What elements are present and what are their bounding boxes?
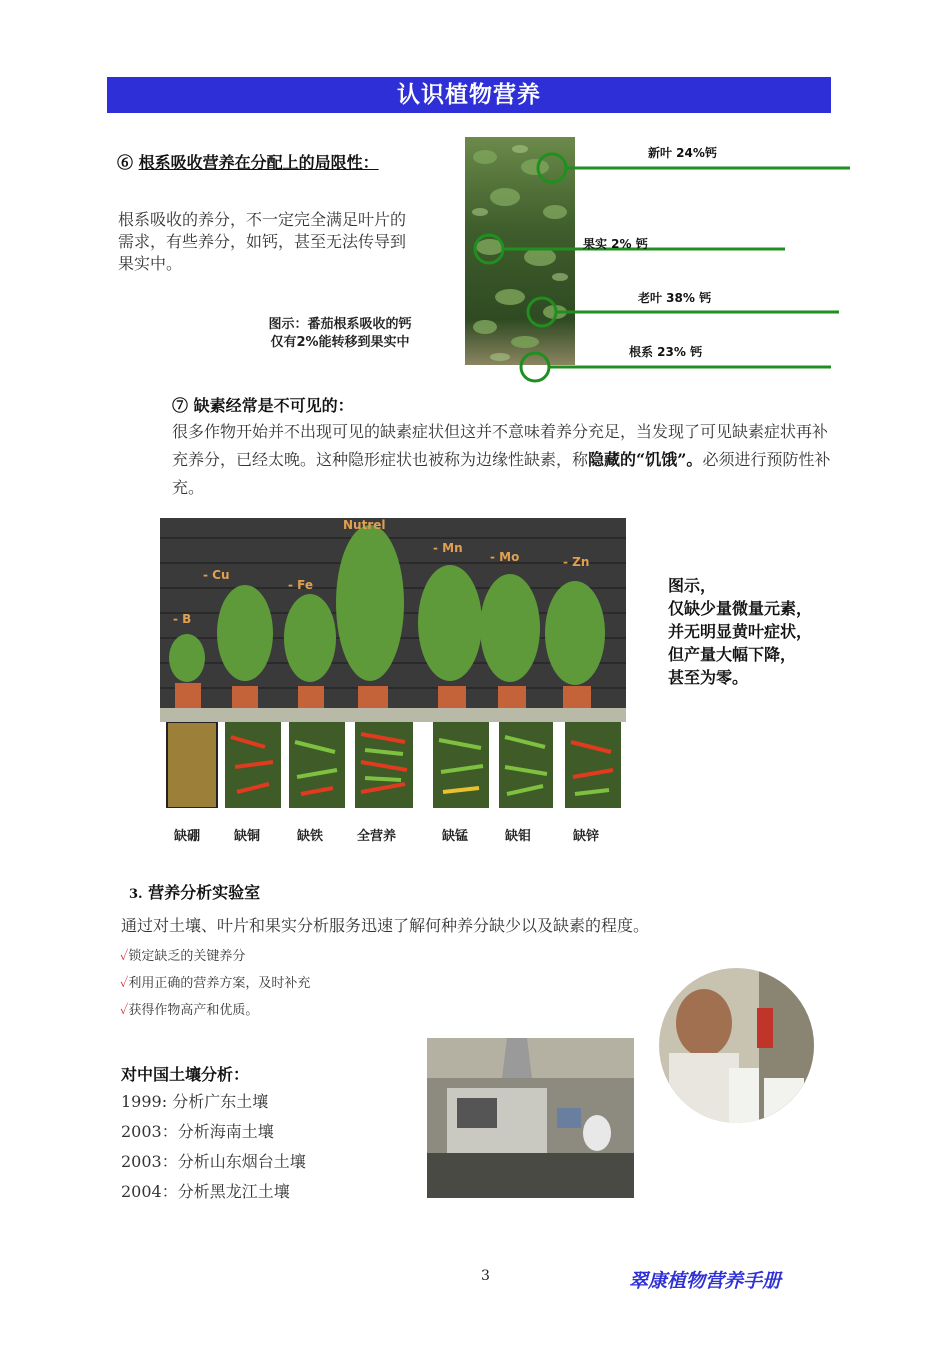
section7-heading [172, 393, 354, 416]
tray-molybdenum [499, 722, 553, 808]
tray-copper [225, 722, 281, 808]
section7-paragraph [172, 418, 832, 502]
analysis-year-item: 2004：分析黑龙江土壤 [121, 1182, 290, 1201]
callout-circle-root [521, 353, 549, 381]
tray-boron [167, 722, 217, 808]
check-item: ✓锁定缺乏的关键养分 [120, 949, 246, 964]
tray-full-nutrition [355, 722, 413, 808]
section6-caption-line1: 图示：番茄根系吸收的钙 [268, 317, 412, 332]
china-analysis-heading: 对中国土壤分析： [121, 1065, 250, 1084]
tray-label-full: 全营养 [357, 829, 397, 844]
section6-caption-line2: 仅有2%能转移到果实中 [270, 335, 410, 350]
callout-new-leaf: 新叶 24%钙 [648, 146, 717, 160]
section7-paragraph-main: 很多作物开始并不出现可见的缺素症状但这并不意味着养分充足，当发现了可见缺素症状再补充养分，已经太晚。这种隐形症状也被称为边缘性缺素，称 [172, 422, 829, 469]
photo-label-nutrel: Nutrel [343, 518, 386, 532]
callout-fruit: 果实 2% 钙 [583, 237, 648, 251]
footer-brand: 翠康植物营养手册 [629, 1270, 782, 1292]
photo-label-cu: - Cu [203, 568, 230, 582]
photo-label-fe: - Fe [288, 578, 314, 592]
check-item: ✓获得作物高产和优质。 [120, 1003, 259, 1018]
section7-heading-text: 缺素经常是不可见的： [193, 396, 354, 415]
callout-old-leaf: 老叶 38% 钙 [638, 291, 712, 305]
checkmark-icon: ✓ [120, 949, 129, 964]
section3-heading-text: 营养分析实验室 [148, 883, 261, 902]
section7-paragraph-end: 必须进行预防性补充。 [172, 450, 831, 497]
tray-iron [289, 722, 345, 808]
section3-paragraph: 通过对土壤、叶片和果实分析服务迅速了解何种养分缺少以及缺素的程度。 [121, 916, 650, 935]
photo-label-mn: - Mn [433, 541, 463, 555]
section7-heading-num: ⑦ [172, 396, 189, 415]
photo-label-b: - B [173, 612, 192, 626]
tray-manganese [433, 722, 489, 808]
check-item: ✓利用正确的营养方案，及时补充 [120, 976, 311, 991]
page-header [107, 77, 831, 113]
section6-heading-text: 根系吸收营养在分配上的局限性： [138, 153, 379, 172]
callout-root: 根系 23% 钙 [629, 345, 703, 359]
section6-heading-num: ⑥ [117, 153, 134, 172]
section7-caption-line4: 但产量大幅下降， [668, 645, 797, 664]
section3-heading-num: 3. [129, 887, 143, 902]
tray-label-boron: 缺硼 [174, 829, 201, 844]
header-title: 认识植物营养 [397, 82, 541, 108]
callout-circle-fruit [475, 235, 503, 263]
page-number: 3 [481, 1268, 490, 1284]
section6-paragraph: 根系吸收的养分，不一定完全满足叶片的需求，有些养分，如钙，甚至无法传导到果实中。 [118, 210, 407, 273]
section7-caption [668, 574, 818, 689]
tray-label-iron: 缺铁 [297, 829, 324, 844]
callout-circle-new-leaf [538, 154, 566, 182]
pepper-trays [165, 722, 625, 808]
analysis-year-item: 2003：分析海南土壤 [121, 1122, 274, 1141]
section7-caption-line5: 甚至为零。 [668, 668, 749, 687]
scientist-photo [659, 968, 814, 1123]
analysis-year-item: 2003：分析山东烟台土壤 [121, 1152, 306, 1171]
lab-equipment-photo [427, 1038, 634, 1198]
tray-zinc [565, 722, 621, 808]
micronutrient-plants-photo [160, 518, 626, 722]
checkmark-icon: ✓ [120, 976, 129, 991]
section6-heading [117, 150, 379, 173]
section7-caption-line1: 图示， [668, 576, 717, 595]
tray-label-copper: 缺铜 [234, 829, 261, 844]
photo-label-mo: - Mo [490, 550, 520, 564]
tray-label-molybdenum: 缺钼 [505, 829, 532, 844]
analysis-year-item: 1999: 分析广东土壤 [121, 1092, 269, 1111]
tray-label-zinc: 缺锌 [573, 829, 600, 844]
section6-caption [240, 316, 440, 352]
section7-paragraph-bold: 隐藏的“饥饿”。 [588, 450, 703, 469]
section7-caption-line2: 仅缺少量微量元素， [668, 599, 813, 618]
section3-heading [129, 880, 260, 903]
callout-circle-old-leaf [528, 298, 556, 326]
tray-label-manganese: 缺锰 [442, 829, 469, 844]
photo-label-zn: - Zn [563, 555, 590, 569]
section7-caption-line3: 并无明显黄叶症状， [668, 622, 813, 641]
checkmark-icon: ✓ [120, 1003, 129, 1018]
